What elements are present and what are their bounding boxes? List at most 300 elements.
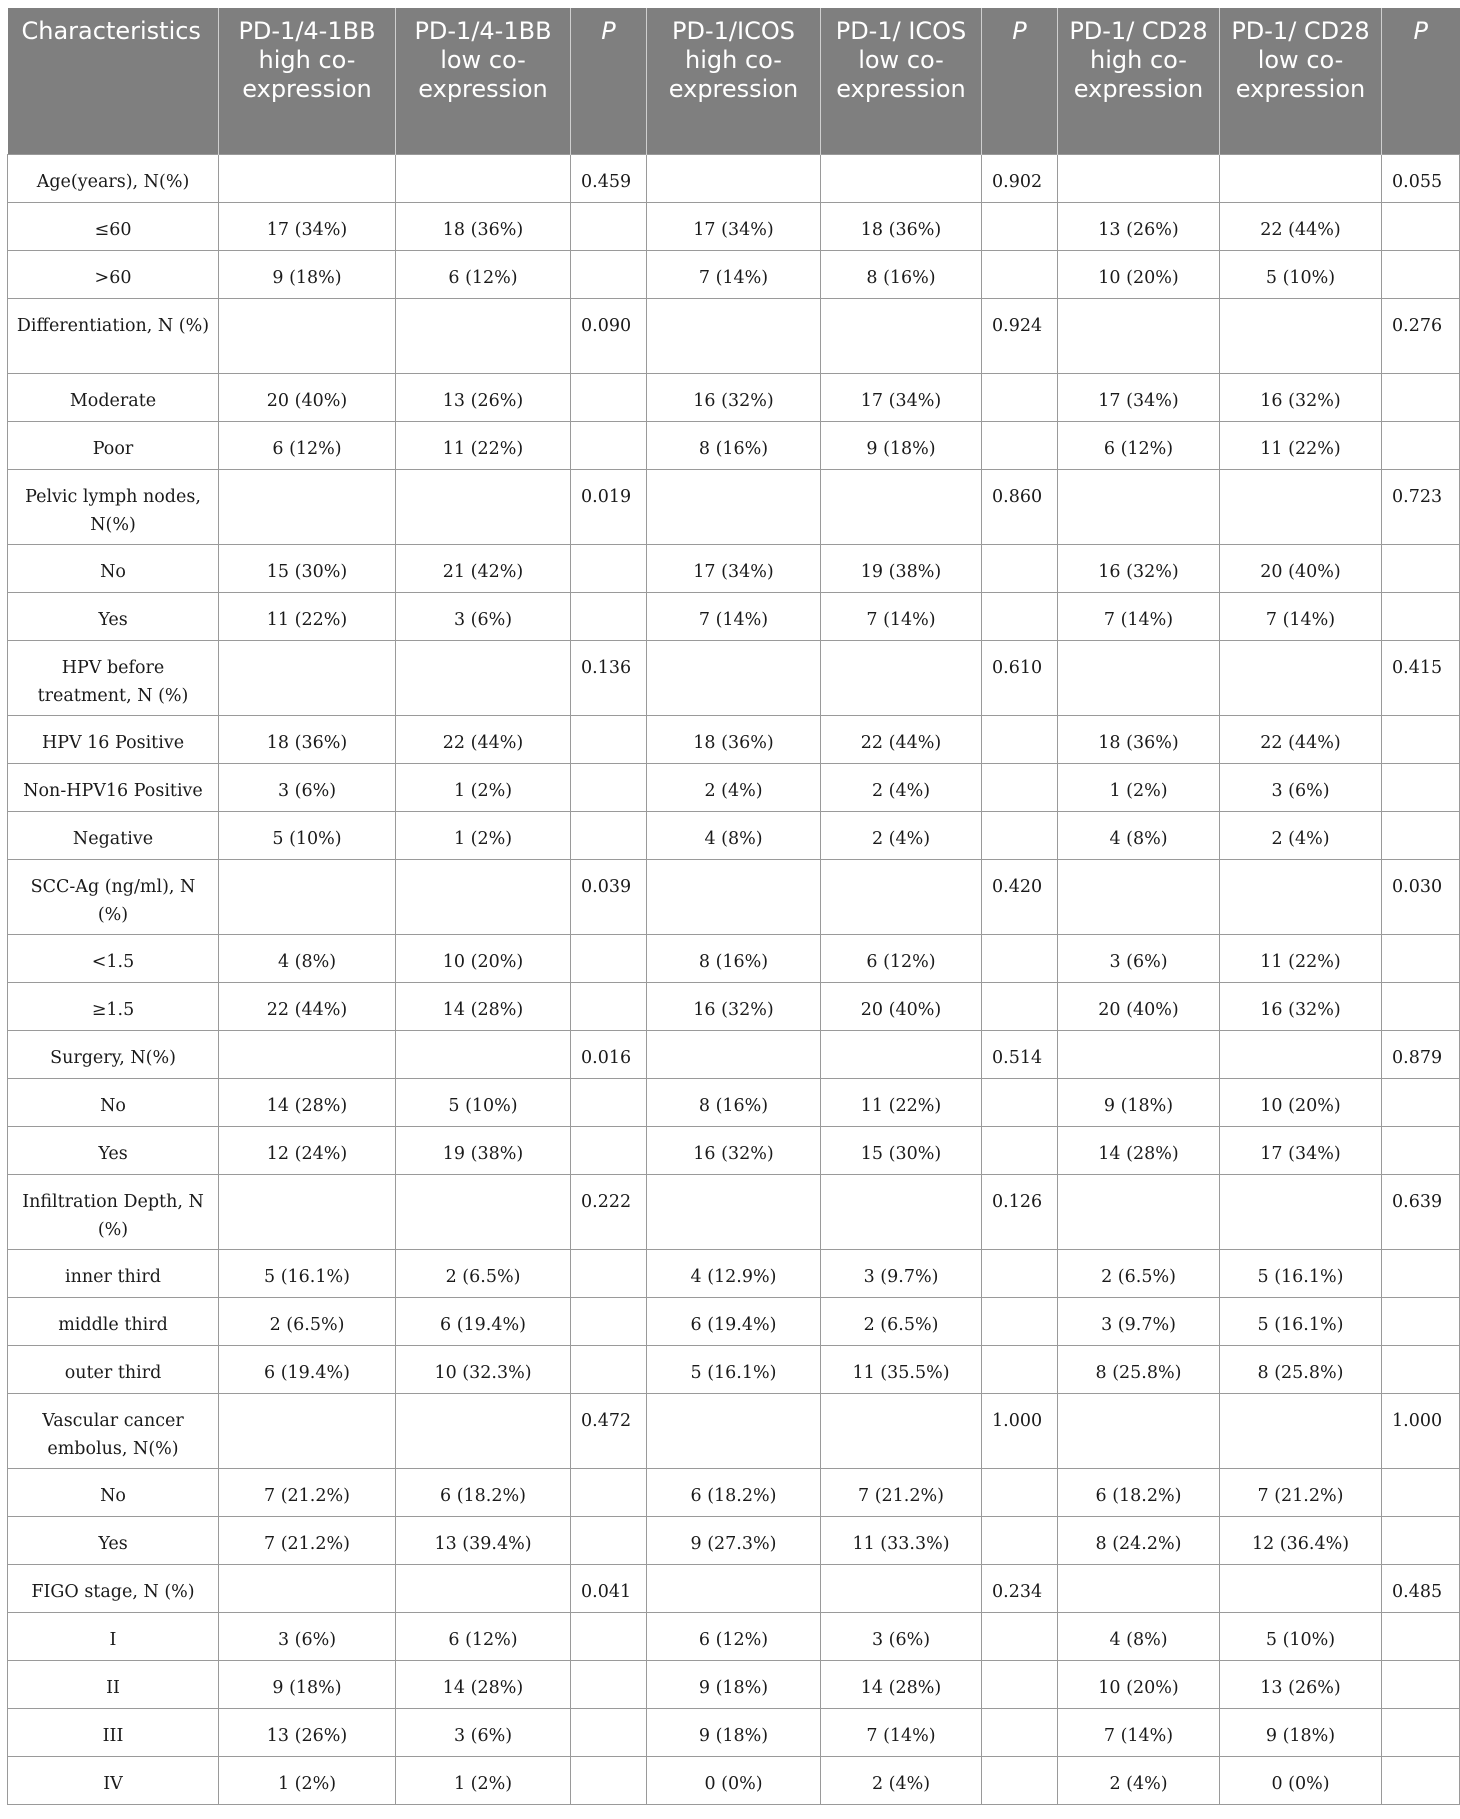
cell-low-icos	[821, 299, 982, 374]
cell-high-cd28: 18 (36%)	[1058, 716, 1220, 764]
cell-p-icos	[982, 1346, 1058, 1394]
cell-high-4-1bb	[219, 1565, 396, 1613]
cell-low-4-1bb: 6 (12%)	[396, 1613, 571, 1661]
cell-characteristic: II	[8, 1661, 219, 1709]
cell-high-cd28: 20 (40%)	[1058, 983, 1220, 1031]
cell-low-icos	[821, 1031, 982, 1079]
cell-low-cd28: 11 (22%)	[1220, 935, 1382, 983]
table-row	[8, 641, 1460, 716]
table-row	[8, 422, 1460, 470]
cell-low-cd28: 2 (4%)	[1220, 812, 1382, 860]
cell-characteristic: middle third	[8, 1298, 219, 1346]
cell-p-icos	[982, 1079, 1058, 1127]
cell-low-cd28: 5 (10%)	[1220, 251, 1382, 299]
cell-low-4-1bb: 13 (26%)	[396, 374, 571, 422]
cell-high-4-1bb: 1 (2%)	[219, 1757, 396, 1805]
cell-high-icos: 7 (14%)	[647, 593, 821, 641]
cell-low-cd28	[1220, 860, 1382, 935]
cell-low-cd28	[1220, 1565, 1382, 1613]
cell-p-4-1bb	[571, 1469, 647, 1517]
cell-high-4-1bb: 6 (12%)	[219, 422, 396, 470]
cell-p-icos	[982, 1469, 1058, 1517]
cell-low-4-1bb	[396, 1565, 571, 1613]
cell-high-4-1bb: 15 (30%)	[219, 545, 396, 593]
cell-low-icos: 11 (35.5%)	[821, 1346, 982, 1394]
table-row	[8, 1298, 1460, 1346]
cell-p-icos: 0.514	[982, 1031, 1058, 1079]
cell-low-4-1bb: 21 (42%)	[396, 545, 571, 593]
cell-high-4-1bb	[219, 299, 396, 374]
cell-high-icos: 16 (32%)	[647, 1127, 821, 1175]
cell-p-icos	[982, 1709, 1058, 1757]
cell-low-4-1bb: 1 (2%)	[396, 764, 571, 812]
cell-high-4-1bb: 5 (16.1%)	[219, 1250, 396, 1298]
cell-low-4-1bb: 3 (6%)	[396, 593, 571, 641]
cell-low-icos	[821, 155, 982, 203]
cell-p-icos	[982, 545, 1058, 593]
cell-high-cd28	[1058, 155, 1220, 203]
cell-low-cd28	[1220, 1031, 1382, 1079]
table-row	[8, 251, 1460, 299]
cell-high-4-1bb	[219, 1394, 396, 1469]
cell-p-4-1bb	[571, 374, 647, 422]
cell-low-icos: 2 (4%)	[821, 1757, 982, 1805]
cell-low-4-1bb	[396, 155, 571, 203]
table-row	[8, 1757, 1460, 1805]
cell-p-icos	[982, 422, 1058, 470]
cell-p-4-1bb	[571, 203, 647, 251]
cell-high-cd28: 9 (18%)	[1058, 1079, 1220, 1127]
cell-characteristic: III	[8, 1709, 219, 1757]
cell-low-cd28: 10 (20%)	[1220, 1079, 1382, 1127]
cell-low-icos: 3 (9.7%)	[821, 1250, 982, 1298]
cell-low-icos	[821, 641, 982, 716]
cell-p-icos: 0.234	[982, 1565, 1058, 1613]
cell-characteristic: Yes	[8, 1517, 219, 1565]
cell-p-cd28	[1382, 1250, 1460, 1298]
table-row	[8, 935, 1460, 983]
cell-low-cd28: 17 (34%)	[1220, 1127, 1382, 1175]
table-row	[8, 1469, 1460, 1517]
table-row	[8, 155, 1460, 203]
table-row	[8, 812, 1460, 860]
cell-low-4-1bb: 10 (20%)	[396, 935, 571, 983]
cell-low-4-1bb	[396, 641, 571, 716]
cell-characteristic: <1.5	[8, 935, 219, 983]
cell-high-cd28	[1058, 1394, 1220, 1469]
cell-p-icos: 0.610	[982, 641, 1058, 716]
cell-p-icos	[982, 1613, 1058, 1661]
cell-low-cd28	[1220, 155, 1382, 203]
cell-high-icos	[647, 860, 821, 935]
cell-characteristic: Non-HPV16 Positive	[8, 764, 219, 812]
cell-low-cd28: 13 (26%)	[1220, 1661, 1382, 1709]
cell-p-icos	[982, 374, 1058, 422]
cell-low-icos: 19 (38%)	[821, 545, 982, 593]
cell-p-cd28	[1382, 1127, 1460, 1175]
cell-high-cd28: 4 (8%)	[1058, 812, 1220, 860]
cell-p-cd28	[1382, 1298, 1460, 1346]
cell-low-icos: 8 (16%)	[821, 251, 982, 299]
cell-characteristic: Moderate	[8, 374, 219, 422]
cell-low-cd28	[1220, 299, 1382, 374]
cell-high-icos: 4 (12.9%)	[647, 1250, 821, 1298]
header-cd28-high: PD-1/ CD28 high co-expression	[1058, 8, 1220, 155]
cell-characteristic: Surgery, N(%)	[8, 1031, 219, 1079]
cell-low-icos	[821, 1394, 982, 1469]
cell-high-4-1bb: 7 (21.2%)	[219, 1517, 396, 1565]
cell-high-icos	[647, 155, 821, 203]
cell-high-4-1bb: 20 (40%)	[219, 374, 396, 422]
cell-p-icos: 1.000	[982, 1394, 1058, 1469]
cell-low-icos: 18 (36%)	[821, 203, 982, 251]
table-row	[8, 860, 1460, 935]
cell-high-icos: 18 (36%)	[647, 716, 821, 764]
cell-p-icos	[982, 593, 1058, 641]
table-row	[8, 1709, 1460, 1757]
cell-low-4-1bb: 6 (12%)	[396, 251, 571, 299]
cell-p-4-1bb	[571, 1127, 647, 1175]
cell-characteristic: Infiltration Depth, N (%)	[8, 1175, 219, 1250]
cell-p-icos: 0.924	[982, 299, 1058, 374]
cell-p-cd28	[1382, 764, 1460, 812]
table-row	[8, 203, 1460, 251]
cell-low-4-1bb	[396, 1394, 571, 1469]
cell-high-icos	[647, 1031, 821, 1079]
cell-high-4-1bb: 17 (34%)	[219, 203, 396, 251]
cell-high-4-1bb: 6 (19.4%)	[219, 1346, 396, 1394]
cell-characteristic: HPV before treatment, N (%)	[8, 641, 219, 716]
cell-high-icos: 0 (0%)	[647, 1757, 821, 1805]
cell-characteristic: No	[8, 1469, 219, 1517]
cell-high-icos: 4 (8%)	[647, 812, 821, 860]
cell-high-icos: 17 (34%)	[647, 545, 821, 593]
cell-characteristic: Yes	[8, 593, 219, 641]
cell-high-cd28: 17 (34%)	[1058, 374, 1220, 422]
cell-p-4-1bb: 0.090	[571, 299, 647, 374]
table-row	[8, 764, 1460, 812]
cell-high-cd28: 14 (28%)	[1058, 1127, 1220, 1175]
cell-high-icos	[647, 1394, 821, 1469]
cell-p-4-1bb	[571, 251, 647, 299]
cell-low-icos	[821, 470, 982, 545]
cell-high-icos: 8 (16%)	[647, 935, 821, 983]
cell-high-cd28: 4 (8%)	[1058, 1613, 1220, 1661]
cell-p-cd28: 0.723	[1382, 470, 1460, 545]
table-row	[8, 374, 1460, 422]
table-row	[8, 1079, 1460, 1127]
cell-characteristic: No	[8, 545, 219, 593]
cell-low-cd28	[1220, 641, 1382, 716]
cell-low-cd28	[1220, 470, 1382, 545]
cell-low-4-1bb: 14 (28%)	[396, 1661, 571, 1709]
cell-low-cd28: 5 (16.1%)	[1220, 1250, 1382, 1298]
cell-p-cd28: 0.415	[1382, 641, 1460, 716]
cell-low-4-1bb	[396, 860, 571, 935]
cell-p-4-1bb	[571, 422, 647, 470]
table-row	[8, 1517, 1460, 1565]
cell-p-cd28: 0.639	[1382, 1175, 1460, 1250]
cell-low-4-1bb: 14 (28%)	[396, 983, 571, 1031]
cell-low-cd28: 3 (6%)	[1220, 764, 1382, 812]
cell-high-icos: 6 (18.2%)	[647, 1469, 821, 1517]
table-row	[8, 299, 1460, 374]
cell-characteristic: Negative	[8, 812, 219, 860]
cell-high-4-1bb: 9 (18%)	[219, 251, 396, 299]
cell-high-icos: 8 (16%)	[647, 422, 821, 470]
cell-high-cd28: 2 (6.5%)	[1058, 1250, 1220, 1298]
cell-characteristic: I	[8, 1613, 219, 1661]
cell-p-4-1bb: 0.136	[571, 641, 647, 716]
characteristics-table	[7, 8, 1460, 1805]
header-cd28-low: PD-1/ CD28 low co-expression	[1220, 8, 1382, 155]
cell-low-icos: 11 (33.3%)	[821, 1517, 982, 1565]
cell-high-4-1bb: 11 (22%)	[219, 593, 396, 641]
cell-high-4-1bb: 14 (28%)	[219, 1079, 396, 1127]
cell-p-4-1bb	[571, 1661, 647, 1709]
cell-p-4-1bb	[571, 593, 647, 641]
cell-high-cd28: 10 (20%)	[1058, 1661, 1220, 1709]
cell-high-cd28: 2 (4%)	[1058, 1757, 1220, 1805]
cell-p-cd28	[1382, 1613, 1460, 1661]
cell-high-icos: 16 (32%)	[647, 374, 821, 422]
header-characteristics: Characteristics	[8, 8, 219, 155]
cell-high-cd28: 7 (14%)	[1058, 593, 1220, 641]
cell-high-4-1bb: 2 (6.5%)	[219, 1298, 396, 1346]
cell-p-cd28: 0.879	[1382, 1031, 1460, 1079]
cell-p-icos	[982, 983, 1058, 1031]
table-row	[8, 1661, 1460, 1709]
cell-characteristic: outer third	[8, 1346, 219, 1394]
header-row	[8, 8, 1460, 155]
cell-p-icos	[982, 812, 1058, 860]
cell-high-icos: 16 (32%)	[647, 983, 821, 1031]
cell-p-4-1bb: 0.222	[571, 1175, 647, 1250]
cell-high-4-1bb	[219, 1031, 396, 1079]
cell-high-icos: 5 (16.1%)	[647, 1346, 821, 1394]
header-p-cd28: P	[1382, 8, 1460, 155]
table-row	[8, 1394, 1460, 1469]
table-row	[8, 1613, 1460, 1661]
cell-low-icos: 22 (44%)	[821, 716, 982, 764]
table-row	[8, 716, 1460, 764]
cell-p-icos	[982, 1127, 1058, 1175]
cell-high-cd28: 13 (26%)	[1058, 203, 1220, 251]
cell-low-cd28: 20 (40%)	[1220, 545, 1382, 593]
cell-p-icos	[982, 1298, 1058, 1346]
cell-p-cd28: 0.485	[1382, 1565, 1460, 1613]
cell-characteristic: HPV 16 Positive	[8, 716, 219, 764]
table-row	[8, 1175, 1460, 1250]
cell-high-icos: 2 (4%)	[647, 764, 821, 812]
cell-high-4-1bb: 3 (6%)	[219, 1613, 396, 1661]
cell-high-4-1bb	[219, 1175, 396, 1250]
cell-p-4-1bb	[571, 1613, 647, 1661]
table-row	[8, 593, 1460, 641]
cell-characteristic: ≤60	[8, 203, 219, 251]
cell-p-icos: 0.420	[982, 860, 1058, 935]
cell-low-4-1bb	[396, 1031, 571, 1079]
cell-low-icos: 17 (34%)	[821, 374, 982, 422]
cell-high-cd28	[1058, 299, 1220, 374]
cell-low-4-1bb: 1 (2%)	[396, 812, 571, 860]
cell-p-4-1bb: 0.039	[571, 860, 647, 935]
cell-low-cd28: 5 (10%)	[1220, 1613, 1382, 1661]
cell-low-icos	[821, 860, 982, 935]
cell-low-4-1bb: 1 (2%)	[396, 1757, 571, 1805]
cell-low-cd28: 22 (44%)	[1220, 716, 1382, 764]
header-4-1bb-low: PD-1/4-1BB low co-expression	[396, 8, 571, 155]
cell-characteristic: Yes	[8, 1127, 219, 1175]
cell-characteristic: Differentiation, N (%)	[8, 299, 219, 374]
cell-p-icos	[982, 716, 1058, 764]
cell-high-cd28: 6 (12%)	[1058, 422, 1220, 470]
cell-p-4-1bb	[571, 1250, 647, 1298]
cell-p-cd28	[1382, 983, 1460, 1031]
cell-low-icos: 20 (40%)	[821, 983, 982, 1031]
table-row	[8, 1346, 1460, 1394]
cell-characteristic: FIGO stage, N (%)	[8, 1565, 219, 1613]
cell-high-cd28: 8 (24.2%)	[1058, 1517, 1220, 1565]
cell-p-4-1bb	[571, 983, 647, 1031]
cell-p-4-1bb: 0.019	[571, 470, 647, 545]
cell-low-icos: 7 (21.2%)	[821, 1469, 982, 1517]
header-icos-high: PD-1/ICOS high co-expression	[647, 8, 821, 155]
cell-p-icos	[982, 764, 1058, 812]
cell-characteristic: Age(years), N(%)	[8, 155, 219, 203]
cell-p-4-1bb	[571, 1346, 647, 1394]
cell-p-4-1bb	[571, 1517, 647, 1565]
cell-low-icos: 3 (6%)	[821, 1613, 982, 1661]
cell-p-4-1bb	[571, 764, 647, 812]
cell-low-cd28: 5 (16.1%)	[1220, 1298, 1382, 1346]
cell-high-4-1bb: 5 (10%)	[219, 812, 396, 860]
cell-p-cd28: 1.000	[1382, 1394, 1460, 1469]
cell-p-cd28	[1382, 935, 1460, 983]
cell-high-cd28	[1058, 641, 1220, 716]
cell-p-icos: 0.126	[982, 1175, 1058, 1250]
cell-characteristic: IV	[8, 1757, 219, 1805]
cell-low-4-1bb	[396, 1175, 571, 1250]
cell-low-4-1bb	[396, 470, 571, 545]
cell-p-4-1bb	[571, 1709, 647, 1757]
cell-p-cd28: 0.055	[1382, 155, 1460, 203]
cell-high-cd28: 3 (9.7%)	[1058, 1298, 1220, 1346]
cell-high-4-1bb: 22 (44%)	[219, 983, 396, 1031]
cell-p-icos	[982, 203, 1058, 251]
header-p-4-1bb: P	[571, 8, 647, 155]
cell-low-cd28	[1220, 1175, 1382, 1250]
cell-high-cd28: 3 (6%)	[1058, 935, 1220, 983]
cell-low-icos	[821, 1565, 982, 1613]
cell-p-4-1bb	[571, 1757, 647, 1805]
cell-high-cd28	[1058, 1175, 1220, 1250]
cell-high-icos: 17 (34%)	[647, 203, 821, 251]
cell-high-icos	[647, 470, 821, 545]
cell-p-cd28	[1382, 1079, 1460, 1127]
table-row	[8, 545, 1460, 593]
cell-high-4-1bb: 18 (36%)	[219, 716, 396, 764]
cell-high-icos: 7 (14%)	[647, 251, 821, 299]
cell-characteristic: inner third	[8, 1250, 219, 1298]
cell-high-icos: 9 (18%)	[647, 1661, 821, 1709]
cell-low-icos: 15 (30%)	[821, 1127, 982, 1175]
cell-high-cd28	[1058, 1031, 1220, 1079]
table-row	[8, 1565, 1460, 1613]
header-icos-low: PD-1/ ICOS low co-expression	[821, 8, 982, 155]
cell-high-icos: 6 (12%)	[647, 1613, 821, 1661]
cell-low-4-1bb: 13 (39.4%)	[396, 1517, 571, 1565]
cell-low-icos: 2 (4%)	[821, 764, 982, 812]
table-row	[8, 1127, 1460, 1175]
cell-p-cd28	[1382, 374, 1460, 422]
cell-p-cd28	[1382, 203, 1460, 251]
cell-high-4-1bb: 13 (26%)	[219, 1709, 396, 1757]
table-row	[8, 1250, 1460, 1298]
cell-high-icos: 6 (19.4%)	[647, 1298, 821, 1346]
cell-low-4-1bb: 6 (19.4%)	[396, 1298, 571, 1346]
cell-p-icos	[982, 935, 1058, 983]
cell-p-cd28	[1382, 1661, 1460, 1709]
cell-high-4-1bb	[219, 641, 396, 716]
cell-low-cd28: 9 (18%)	[1220, 1709, 1382, 1757]
cell-p-icos	[982, 1517, 1058, 1565]
cell-p-cd28	[1382, 593, 1460, 641]
cell-p-cd28	[1382, 716, 1460, 764]
cell-low-4-1bb: 22 (44%)	[396, 716, 571, 764]
cell-characteristic: SCC-Ag (ng/ml), N (%)	[8, 860, 219, 935]
cell-p-cd28	[1382, 545, 1460, 593]
cell-p-cd28	[1382, 1346, 1460, 1394]
cell-p-cd28	[1382, 1709, 1460, 1757]
cell-p-4-1bb	[571, 716, 647, 764]
cell-high-4-1bb	[219, 155, 396, 203]
cell-low-cd28: 0 (0%)	[1220, 1757, 1382, 1805]
cell-p-icos	[982, 1250, 1058, 1298]
cell-p-icos: 0.902	[982, 155, 1058, 203]
cell-p-4-1bb	[571, 1079, 647, 1127]
cell-low-cd28: 7 (21.2%)	[1220, 1469, 1382, 1517]
cell-low-cd28: 8 (25.8%)	[1220, 1346, 1382, 1394]
cell-low-4-1bb: 10 (32.3%)	[396, 1346, 571, 1394]
cell-high-icos	[647, 1565, 821, 1613]
cell-low-cd28: 22 (44%)	[1220, 203, 1382, 251]
cell-characteristic: ≥1.5	[8, 983, 219, 1031]
table-row	[8, 470, 1460, 545]
cell-low-cd28: 16 (32%)	[1220, 983, 1382, 1031]
cell-high-cd28	[1058, 470, 1220, 545]
cell-high-icos: 9 (18%)	[647, 1709, 821, 1757]
cell-high-4-1bb: 4 (8%)	[219, 935, 396, 983]
cell-p-cd28	[1382, 422, 1460, 470]
cell-high-cd28: 1 (2%)	[1058, 764, 1220, 812]
cell-low-cd28: 11 (22%)	[1220, 422, 1382, 470]
cell-characteristic: Poor	[8, 422, 219, 470]
header-4-1bb-high: PD-1/4-1BB high co-expression	[219, 8, 396, 155]
cell-low-cd28	[1220, 1394, 1382, 1469]
cell-p-4-1bb: 0.016	[571, 1031, 647, 1079]
cell-low-icos: 14 (28%)	[821, 1661, 982, 1709]
cell-high-4-1bb: 7 (21.2%)	[219, 1469, 396, 1517]
cell-low-icos: 6 (12%)	[821, 935, 982, 983]
cell-low-4-1bb	[396, 299, 571, 374]
cell-p-4-1bb: 0.041	[571, 1565, 647, 1613]
cell-p-icos	[982, 1661, 1058, 1709]
cell-low-cd28: 12 (36.4%)	[1220, 1517, 1382, 1565]
cell-high-cd28: 7 (14%)	[1058, 1709, 1220, 1757]
cell-high-cd28: 8 (25.8%)	[1058, 1346, 1220, 1394]
cell-low-4-1bb: 2 (6.5%)	[396, 1250, 571, 1298]
